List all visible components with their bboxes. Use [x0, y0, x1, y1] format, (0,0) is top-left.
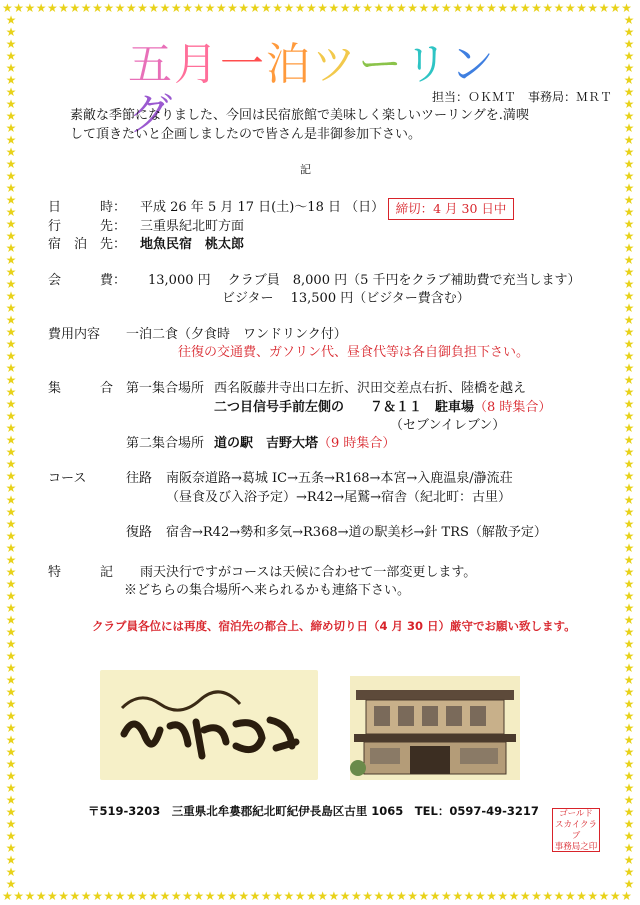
- special-line-1: 雨天決行ですがコースは天候に合わせて一部変更します。: [140, 565, 477, 580]
- course-outbound-label: 往路: [126, 471, 153, 486]
- inn-logo-brushwork: [100, 670, 318, 780]
- star-border-right: ★★★★★★★★★★★★★★★★★★★★★★★★★★★★★★★★★★★★★★★★★★★★★★★★★★★★★★★★★★★★★★★★★★★★★★★★★: [623, 14, 635, 891]
- cost-label: 費用内容: [48, 327, 101, 342]
- star-border-bottom: ★★★★★★★★★★★★★★★★★★★★★★★★★★★★★★★★★★★★★★★★★★★★★★★★★★★★★★★★: [2, 890, 633, 903]
- cost-line-1: 一泊二食（夕食時 ワンドリンク付）: [126, 327, 347, 342]
- notice-red: クラブ員各位には再度、宿泊先の都合上、締め切り日（4 月 30 日）厳守でお願い致します。: [92, 619, 576, 633]
- meeting-second-label: 第二集合場所: [126, 436, 205, 451]
- course-return-label: 復路: [126, 525, 153, 540]
- footer-address: 〒519-3203 三重県北牟婁郡紀北町紀伊長島区古里 1065 TEL：0597-49-3217: [88, 804, 539, 818]
- cost-line-2: 往復の交通費、ガソリン代、昼食代等は各自御負担下さい。: [178, 345, 530, 360]
- meeting-first-line-3: （セブンイレブン）: [390, 418, 506, 433]
- ki-heading: 記: [300, 163, 311, 176]
- fee-line-2: ビジター 13,500 円（ビジター費含む）: [222, 291, 470, 306]
- special-label: 特 記: [48, 565, 114, 580]
- house-icon: [350, 676, 520, 780]
- special-line-2: ※どちらの集合場所へ来られるかも連絡下さい。: [124, 583, 411, 598]
- course-outbound-line-2: （昼食及び入浴予定）→R42→尾鷲→宿舎（紀北町：古里）: [166, 490, 512, 505]
- star-border-left: ★★★★★★★★★★★★★★★★★★★★★★★★★★★★★★★★★★★★★★★★★★★★★★★★★★★★★★★★★★★★★★★★★★★★★★★★★: [5, 14, 17, 891]
- club-stamp: ゴールド スカイクラブ 事務局之印: [552, 808, 600, 852]
- deadline-badge: 締切：4 月 30 日中: [388, 198, 514, 220]
- lodging-label: 宿 泊 先：: [48, 237, 127, 252]
- course-return-line: 宿舎→R42→勢和多気→R368→道の駅美杉→針 TRS（解散予定）: [166, 525, 547, 540]
- meeting-first-label: 第一集合場所: [126, 381, 205, 396]
- fee-line-1: 13,000 円 クラブ員 8,000 円（5 千円をクラブ補助費で充当します）: [148, 273, 581, 288]
- date-label: 日 時：: [48, 200, 127, 215]
- destination-value: 三重県紀北町方面: [140, 219, 245, 234]
- fee-label: 会 費：: [48, 273, 127, 288]
- date-value: 平成 26 年 5 月 17 日(土)～18 日 （日）: [140, 200, 385, 215]
- meeting-first-line-1: 西名阪藤井寺出口左折、沢田交差点右折、陸橋を越え: [214, 381, 527, 396]
- staff-credit: 担当：ＯＫＭＴ 事務局：ＭＲＴ: [432, 90, 613, 104]
- course-outbound-line-1: 南阪奈道路→葛城 IC→五条→R168→本宮→入鹿温泉/瀞流荘: [166, 471, 513, 486]
- lodging-value: 地魚民宿 桃太郎: [140, 237, 245, 252]
- meeting-first-line-2: 二つ目信号手前左側の ７＆１１ 駐車場（8 時集合）: [214, 400, 552, 415]
- meeting-label: 集 合: [48, 381, 114, 396]
- intro-line-2: して頂きたいと企画しましたので皆さん是非御参加下さい。: [70, 127, 422, 142]
- meeting-second-line: 道の駅 吉野大塔（9 時集合）: [214, 436, 396, 451]
- page-title: 五月一泊ツーリング: [128, 39, 496, 140]
- star-border-top: ★★★★★★★★★★★★★★★★★★★★★★★★★★★★★★★★★★★★★★★★★★★★★★★★★★★★★★★★: [2, 2, 633, 15]
- inn-logo: [100, 670, 318, 780]
- inn-illustration: [350, 676, 520, 780]
- course-label: コース: [48, 471, 87, 486]
- destination-label: 行 先：: [48, 219, 127, 234]
- intro-line-1: 素敵な季節になりました、今回は民宿旅館で美味しく楽しいツーリングを.満喫: [70, 108, 529, 123]
